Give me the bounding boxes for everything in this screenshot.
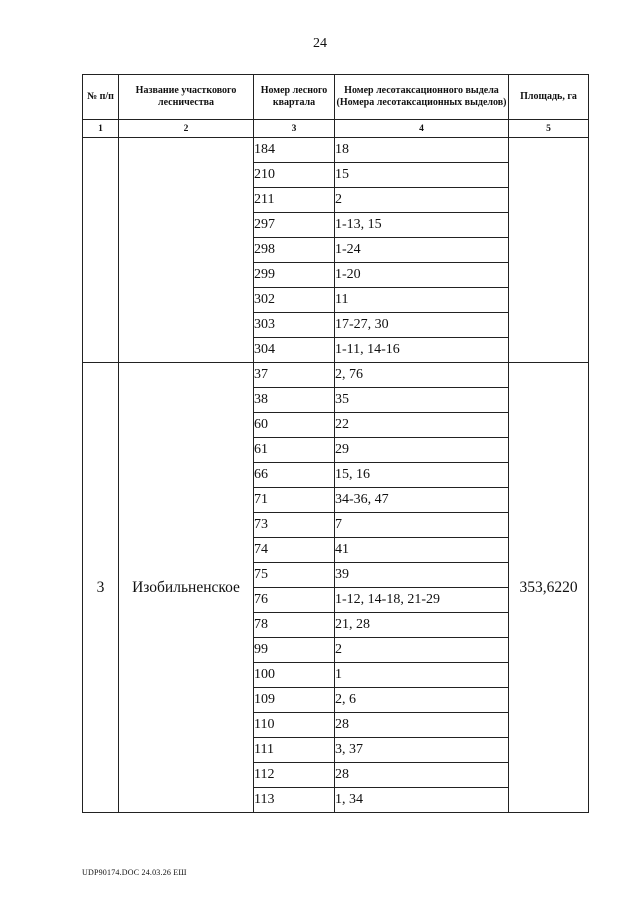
quarter-number-cell: 302 (254, 288, 335, 313)
plot-numbers-cell: 7 (335, 513, 509, 538)
quarter-number-cell: 303 (254, 313, 335, 338)
quarter-number-cell: 298 (254, 238, 335, 263)
quarter-number-cell: 66 (254, 463, 335, 488)
plot-numbers-cell: 1, 34 (335, 788, 509, 813)
area-cell (509, 138, 589, 363)
plot-numbers-cell: 28 (335, 763, 509, 788)
quarter-number-cell: 299 (254, 263, 335, 288)
forestry-table (82, 74, 589, 813)
quarter-number-cell: 61 (254, 438, 335, 463)
footer-file-stamp: UDP90174.DOC 24.03.26 ЕШ (82, 868, 187, 877)
plot-numbers-cell: 3, 37 (335, 738, 509, 763)
forestry-name-cell (119, 138, 254, 363)
quarter-number-cell: 109 (254, 688, 335, 713)
header-number: № п/п (83, 75, 119, 120)
plot-numbers-cell: 2, 6 (335, 688, 509, 713)
column-number: 1 (83, 120, 119, 138)
column-number: 5 (509, 120, 589, 138)
column-number: 4 (335, 120, 509, 138)
area-cell: 353,6220 (509, 363, 589, 813)
quarter-number-cell: 111 (254, 738, 335, 763)
quarter-number-cell: 184 (254, 138, 335, 163)
plot-numbers-cell: 15 (335, 163, 509, 188)
quarter-number-cell: 100 (254, 663, 335, 688)
plot-numbers-cell: 39 (335, 563, 509, 588)
plot-numbers-cell: 17-27, 30 (335, 313, 509, 338)
row-number-cell (83, 138, 119, 363)
column-number: 2 (119, 120, 254, 138)
plot-numbers-cell: 15, 16 (335, 463, 509, 488)
plot-numbers-cell: 2 (335, 638, 509, 663)
quarter-number-cell: 74 (254, 538, 335, 563)
page-number: 24 (313, 36, 327, 51)
quarter-number-cell: 73 (254, 513, 335, 538)
plot-numbers-cell: 22 (335, 413, 509, 438)
plot-numbers-cell: 1-11, 14-16 (335, 338, 509, 363)
header-forestry-name: Название участкового лесничества (119, 75, 254, 120)
header-area: Площадь, га (509, 75, 589, 120)
plot-numbers-cell: 1-20 (335, 263, 509, 288)
plot-numbers-cell: 35 (335, 388, 509, 413)
quarter-number-cell: 210 (254, 163, 335, 188)
header-quarter-number: Номер лесного квартала (254, 75, 335, 120)
quarter-number-cell: 110 (254, 713, 335, 738)
quarter-number-cell: 76 (254, 588, 335, 613)
quarter-number-cell: 99 (254, 638, 335, 663)
quarter-number-cell: 60 (254, 413, 335, 438)
plot-numbers-cell: 1-12, 14-18, 21-29 (335, 588, 509, 613)
plot-numbers-cell: 2 (335, 188, 509, 213)
quarter-number-cell: 304 (254, 338, 335, 363)
plot-numbers-cell: 11 (335, 288, 509, 313)
plot-numbers-cell: 29 (335, 438, 509, 463)
plot-numbers-cell: 41 (335, 538, 509, 563)
quarter-number-cell: 75 (254, 563, 335, 588)
quarter-number-cell: 297 (254, 213, 335, 238)
plot-numbers-cell: 1-24 (335, 238, 509, 263)
quarter-number-cell: 211 (254, 188, 335, 213)
header-plot-numbers: Номер лесотаксационного выдела (Номера лесотаксационных выделов) (335, 75, 509, 120)
forestry-name-cell: Изобильненское (119, 363, 254, 813)
quarter-number-cell: 112 (254, 763, 335, 788)
plot-numbers-cell: 34-36, 47 (335, 488, 509, 513)
row-number-cell: 3 (83, 363, 119, 813)
column-number-row (83, 120, 589, 138)
quarter-number-cell: 78 (254, 613, 335, 638)
table-row (83, 363, 589, 388)
quarter-number-cell: 71 (254, 488, 335, 513)
quarter-number-cell: 113 (254, 788, 335, 813)
quarter-number-cell: 38 (254, 388, 335, 413)
plot-numbers-cell: 1-13, 15 (335, 213, 509, 238)
plot-numbers-cell: 18 (335, 138, 509, 163)
table-header-row (83, 75, 589, 120)
plot-numbers-cell: 2, 76 (335, 363, 509, 388)
plot-numbers-cell: 1 (335, 663, 509, 688)
plot-numbers-cell: 28 (335, 713, 509, 738)
plot-numbers-cell: 21, 28 (335, 613, 509, 638)
quarter-number-cell: 37 (254, 363, 335, 388)
table-row (83, 138, 589, 163)
table-body (83, 138, 589, 813)
column-number: 3 (254, 120, 335, 138)
